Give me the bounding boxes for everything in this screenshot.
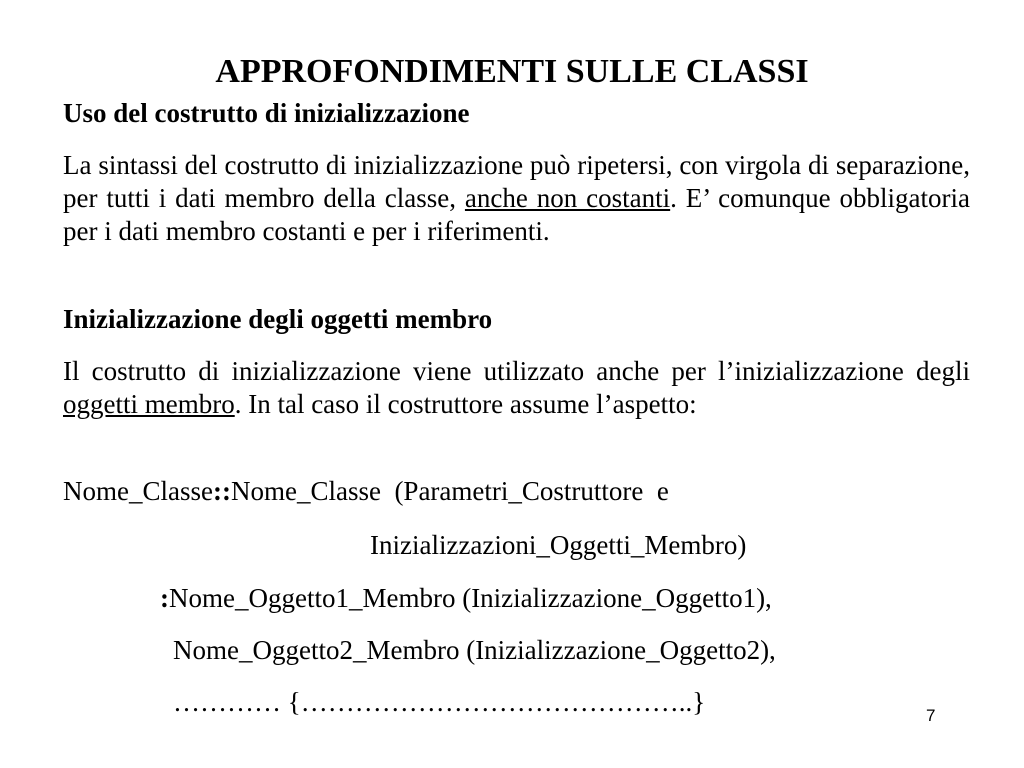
paragraph-text: La sintassi del costrutto di inizializzazione può ripetersi, con virgola di separazione, per tutti i dati membro della classe,	[63, 150, 970, 213]
slide-title: APPROFONDIMENTI SULLE CLASSI	[215, 53, 809, 90]
page-number: 7	[926, 706, 936, 725]
initializer-colon: :	[160, 583, 169, 613]
syntax-line-5: ………… {……………………………………..}	[173, 687, 706, 717]
syntax-line-4: Nome_Oggetto2_Membro (Inizializzazione_Oggetto2),	[173, 635, 776, 665]
paragraph-initialization-syntax	[63, 149, 970, 248]
class-name: Nome_Classe	[63, 476, 213, 506]
paragraph-text: . In tal caso il costruttore assume l’aspetto:	[234, 389, 697, 419]
section-heading-member-objects: Inizializzazione degli oggetti membro	[63, 304, 493, 334]
syntax-line-2: Inizializzazioni_Oggetti_Membro)	[370, 530, 747, 560]
paragraph-member-objects	[63, 355, 970, 421]
paragraph-text: . E’ comunque obbligatoria per i dati membro costanti e per i riferimenti.	[63, 183, 971, 246]
syntax-line-1	[63, 475, 669, 507]
constructor-signature: Nome_Classe (Parametri_Costruttore e	[230, 476, 669, 506]
scope-operator: ::	[212, 476, 231, 506]
paragraph-text: Il costrutto di inizializzazione viene utilizzato anche per l’inizializzazione degli	[63, 356, 970, 386]
member-initializer-1: Nome_Oggetto1_Membro (Inizializzazione_Oggetto1),	[169, 583, 772, 613]
underlined-text: oggetti membro	[63, 389, 235, 419]
syntax-line-3	[160, 582, 772, 614]
underlined-text: anche non costanti	[464, 183, 671, 213]
section-heading-initialization-construct: Uso del costrutto di inizializzazione	[63, 98, 470, 128]
